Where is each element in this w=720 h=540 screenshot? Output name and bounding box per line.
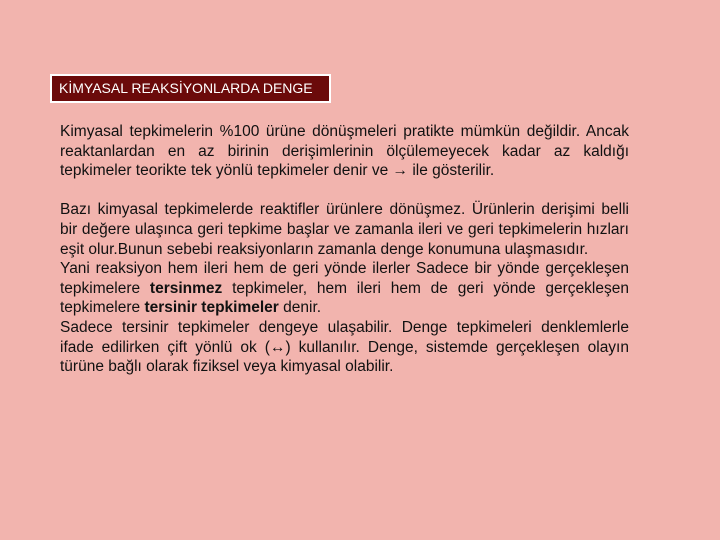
paragraph-two-group <box>60 200 629 376</box>
slide-title: KİMYASAL REAKSİYONLARDA DENGE <box>52 76 329 101</box>
paragraph-three-part-c: tepkimeler, hem ileri hem de geri yönde gerçekleşen tepkimelere <box>60 279 629 317</box>
paragraph-one: Kimyasal tepkimelerin %100 ürüne dönüşmeleri pratikte mümkün değildir. Ancak reaktanlardan en az birinin derişimlerinin ölçülemeyecek kadar az kaldığı tepkimeler teorikte tek yönlü tepkimeler denir ve → ile gösterilir. <box>60 123 629 180</box>
slide-body <box>60 122 629 377</box>
paragraph-two: Bazı kimyasal tepkimelerde reaktifler ürünlere dönüşmez. Ürünlerin derişimi belli bir değere ulaşınca geri tepkime başlar ve zamanla ileri ve geri tepkimelerin hızları eşit olur.Bunun sebebi reaksiyonların zamanla denge konumuna ulaşmasıdır. <box>60 201 629 258</box>
slide-title-box <box>50 74 331 103</box>
paragraph-three-part-a: Yani reaksiyon hem ileri hem de geri yönde ilerler Sadece bir yönde gerçekleşen tepkimelere <box>60 260 629 297</box>
term-tersinir-tepkimeler: tersinir tepkimeler <box>144 299 279 317</box>
paragraph-three-part-e: denir. <box>278 299 322 317</box>
paragraph-three <box>60 259 629 318</box>
term-tersinmez: tersinmez <box>149 279 223 297</box>
paragraph-four: Sadece tersinir tepkimeler dengeye ulaşabilir. Denge tepkimeleri denklemlerle ifade edilirken çift yönlü ok (↔) kullanılır. Denge, sistemde gerçekleşen olayın türüne bağlı olarak fiziksel veya kimyasal olabilir. <box>60 318 629 376</box>
